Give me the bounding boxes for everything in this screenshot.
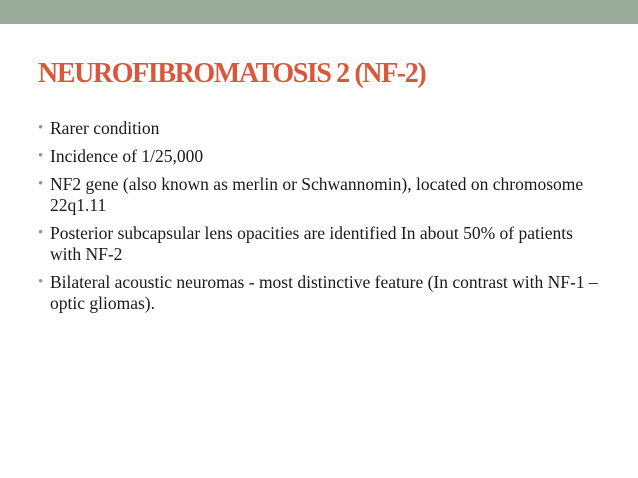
slide-title: NEUROFIBROMATOSIS 2 (NF-2): [38, 58, 426, 89]
bullet-dot-icon: •: [38, 120, 44, 136]
bullet-item: [38, 174, 608, 216]
bullet-dot-icon: •: [38, 148, 44, 164]
bullet-dot-icon: •: [38, 225, 44, 241]
bullet-item: [38, 146, 608, 167]
bullet-dot-icon: •: [38, 176, 44, 192]
bullet-text: Posterior subcapsular lens opacities are identified In about 50% of patients with NF-2: [50, 223, 573, 264]
bullet-text: Incidence of 1/25,000: [50, 146, 204, 166]
bullet-dot-icon: •: [38, 274, 44, 290]
bullet-text: NF2 gene (also known as merlin or Schwannomin), located on chromosome 22q1.11: [50, 174, 584, 215]
bullet-item: [38, 223, 608, 265]
header-bar: [0, 0, 638, 24]
bullet-item: [38, 118, 608, 139]
bullet-list: [38, 118, 608, 321]
bullet-text: Rarer condition: [50, 118, 160, 138]
bullet-text: Bilateral acoustic neuromas - most distinctive feature (In contrast with NF-1 – optic gliomas).: [50, 272, 598, 313]
bullet-item: [38, 272, 608, 314]
